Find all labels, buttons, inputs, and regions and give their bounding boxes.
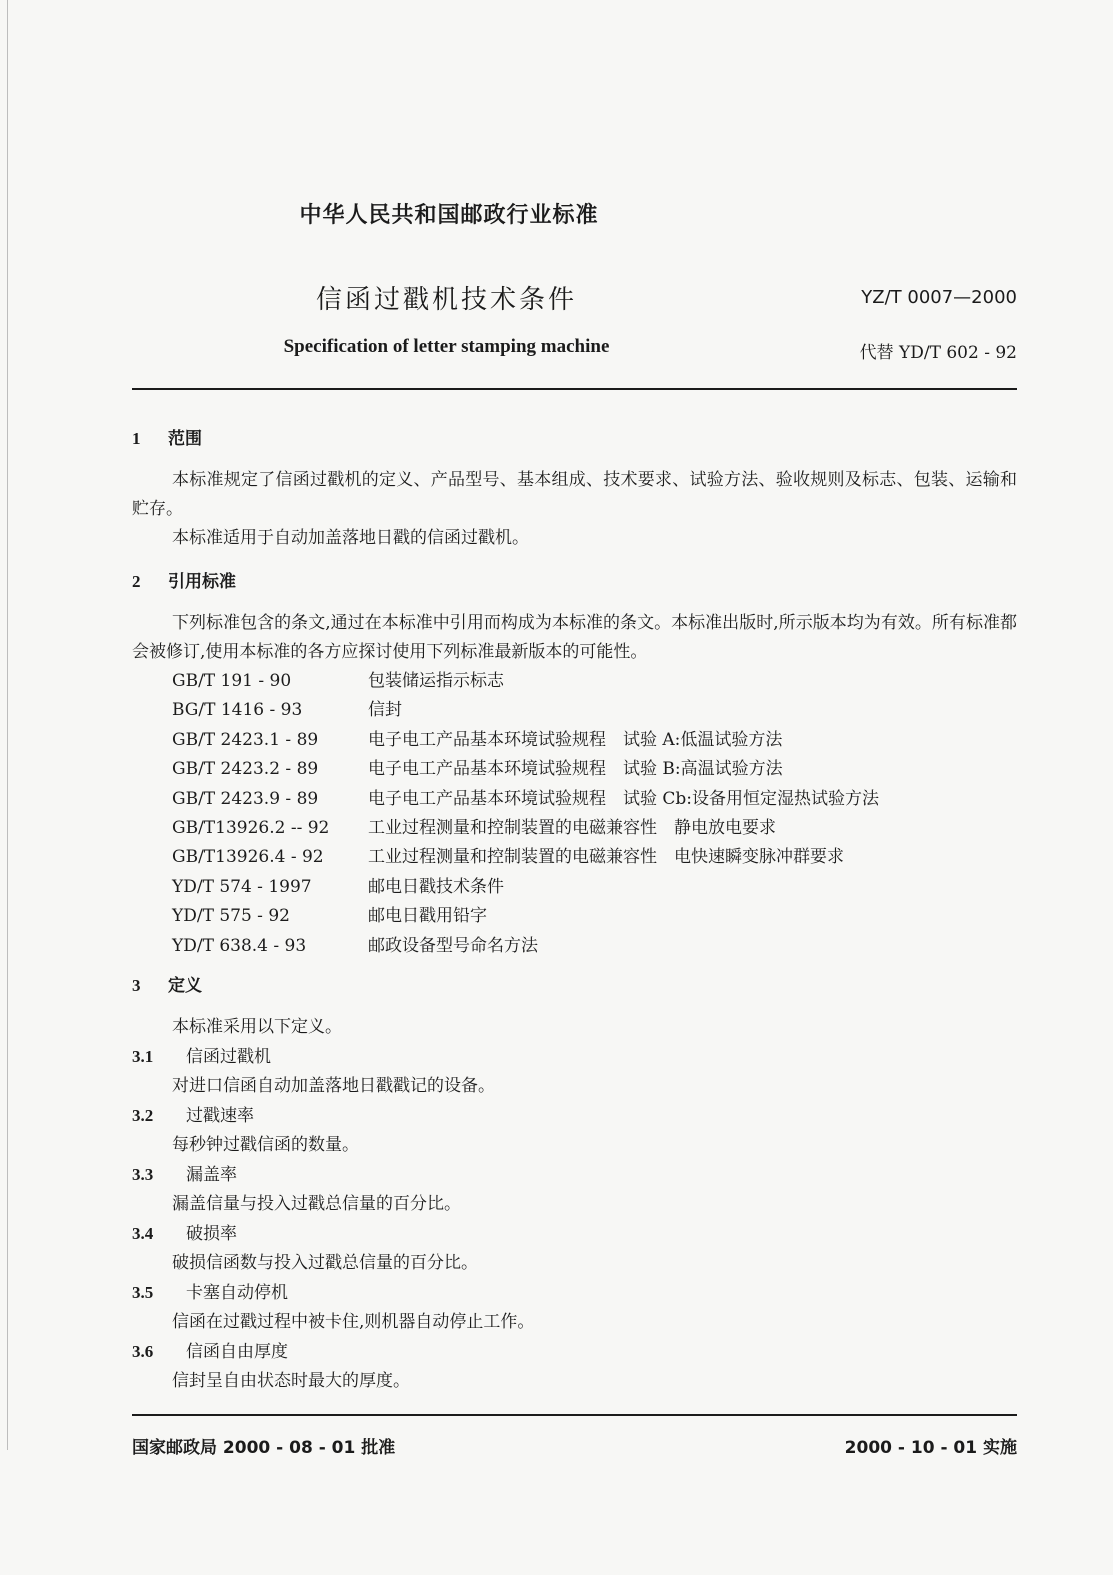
- paragraph: 本标准规定了信函过戳机的定义、产品型号、基本组成、技术要求、试验方法、验收规则及标志、包装、运输和贮存。: [132, 470, 1017, 519]
- definition-number: 3.4: [132, 1224, 154, 1244]
- definition-term-text: 信函过戳机: [186, 1047, 271, 1068]
- reference-title: 邮政设备型号命名方法: [368, 935, 538, 956]
- standard-code: YZ/T 0007—2000: [861, 287, 1017, 308]
- definition-number: 3.2: [132, 1106, 154, 1126]
- definition-term: [132, 1042, 1017, 1072]
- definition-term: [132, 1337, 1017, 1367]
- definition-description: 破损信函数与投入过戳总信量的百分比。: [172, 1253, 478, 1274]
- definition-term-text: 信函自由厚度: [186, 1342, 288, 1363]
- definition-number: 3.3: [132, 1165, 154, 1185]
- reference-title: 信封: [368, 700, 402, 721]
- reference-title: 工业过程测量和控制装置的电磁兼容性 静电放电要求: [368, 818, 776, 839]
- reference-code: GB/T 2423.9 - 89: [172, 788, 319, 809]
- section-heading-references: [132, 567, 1017, 597]
- reference-code: YD/T 574 - 1997: [172, 876, 312, 897]
- definition-term-text: 破损率: [186, 1224, 237, 1245]
- definition-term-text: 漏盖率: [186, 1165, 237, 1186]
- replaces-standard: 代替 YD/T 602 - 92: [859, 343, 1017, 363]
- paragraph: 下列标准包含的条文,通过在本标准中引用而构成为本标准的条文。本标准出版时,所示版本均为有效。所有标准都会被修订,使用本标准的各方应探讨使用下列标准最新版本的可能性。: [132, 613, 1017, 662]
- definition-description: 信封呈自由状态时最大的厚度。: [172, 1371, 410, 1392]
- reference-code: GB/T 2423.2 - 89: [172, 759, 319, 780]
- definition-number: 3.6: [132, 1342, 154, 1362]
- section-heading-scope: [132, 424, 1017, 454]
- section-number: 1: [132, 429, 141, 448]
- definition-number: 3.1: [132, 1047, 154, 1067]
- reference-code: GB/T 191 - 90: [172, 671, 292, 691]
- section-title: 定义: [168, 976, 202, 997]
- section-title: 引用标准: [168, 572, 236, 592]
- header-rule: [132, 388, 1017, 390]
- definition-term: [132, 1278, 1017, 1308]
- reference-list: [172, 667, 1017, 961]
- reference-code: YD/T 638.4 - 93: [172, 935, 307, 956]
- reference-title: 包装储运指示标志: [368, 671, 504, 691]
- section-number: 3: [132, 976, 141, 996]
- definition-term: [132, 1219, 1017, 1249]
- section-title: 范围: [168, 429, 202, 449]
- effective-date: 2000 - 10 - 01 实施: [844, 1438, 1017, 1458]
- reference-code: BG/T 1416 - 93: [172, 700, 303, 721]
- definition-term-text: 卡塞自动停机: [186, 1283, 288, 1304]
- definition-number: 3.5: [132, 1283, 154, 1303]
- definition-description: 漏盖信量与投入过戳总信量的百分比。: [172, 1194, 461, 1215]
- reference-title: 邮电日戳用铅字: [368, 906, 487, 927]
- org-title: 中华人民共和国邮政行业标准: [299, 203, 599, 228]
- definition-description: 每秒钟过戳信函的数量。: [172, 1135, 359, 1156]
- definition-description: 信函在过戳过程中被卡住,则机器自动停止工作。: [172, 1312, 535, 1333]
- document-body: [132, 418, 1017, 1396]
- reference-code: GB/T13926.4 - 92: [172, 847, 324, 868]
- reference-code: GB/T 2423.1 - 89: [172, 729, 319, 750]
- reference-title: 工业过程测量和控制装置的电磁兼容性 电快速瞬变脉冲群要求: [368, 847, 844, 868]
- reference-code: GB/T13926.2 -- 92: [172, 818, 330, 839]
- reference-title: 电子电工产品基本环境试验规程 试验 B:高温试验方法: [368, 759, 783, 780]
- reference-title: 电子电工产品基本环境试验规程 试验 A:低温试验方法: [368, 729, 783, 750]
- footer-rule: [132, 1414, 1017, 1416]
- section-number: 2: [132, 572, 141, 591]
- definition-description: 对进口信函自动加盖落地日戳戳记的设备。: [172, 1076, 495, 1097]
- definition-term-text: 过戳速率: [186, 1106, 254, 1127]
- paragraph: 本标准采用以下定义。: [172, 1017, 342, 1038]
- section-heading-definitions: [132, 971, 1017, 1001]
- approval-date: 国家邮政局 2000 - 08 - 01 批准: [132, 1438, 396, 1458]
- definition-term: [132, 1160, 1017, 1190]
- reference-title: 邮电日戳技术条件: [368, 876, 504, 897]
- document-subtitle-english: Specification of letter stamping machine: [283, 336, 610, 357]
- reference-title: 电子电工产品基本环境试验规程 试验 Cb:设备用恒定湿热试验方法: [368, 788, 880, 809]
- reference-code: YD/T 575 - 92: [172, 906, 290, 927]
- document-title: 信函过戳机技术条件: [315, 285, 577, 315]
- definition-term: [132, 1101, 1017, 1131]
- paragraph: 本标准适用于自动加盖落地日戳的信函过戳机。: [172, 528, 529, 548]
